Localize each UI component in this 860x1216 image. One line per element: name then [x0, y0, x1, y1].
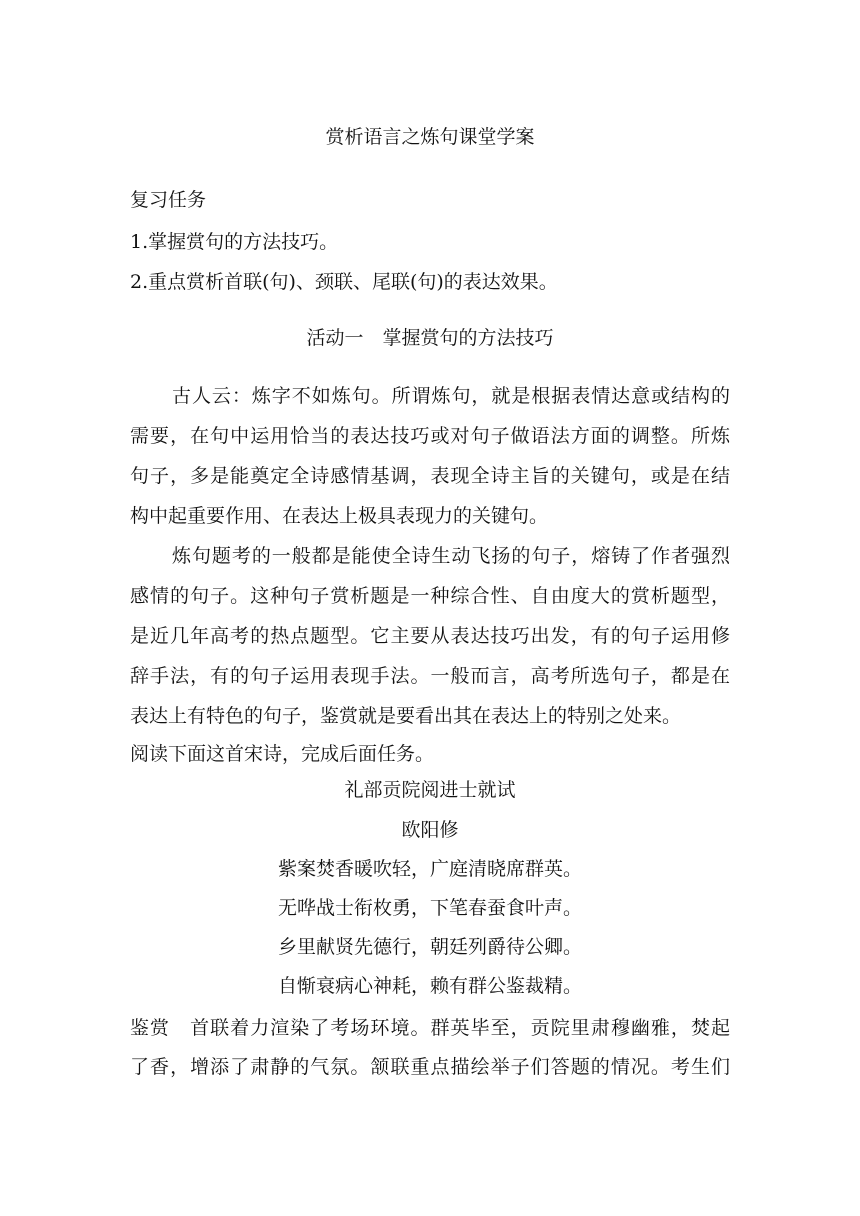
paragraph-line: 构中起重要作用、在表达上极具表现力的关键句。: [130, 505, 549, 527]
paragraph-line: 古人云：炼字不如炼句。所谓炼句，就是根据表情达意或结构的: [172, 385, 730, 407]
paragraph-line: 炼句题考的一般都是能使全诗生动飞扬的句子，熔铸了作者强烈: [172, 545, 730, 567]
paragraph-line: 需要，在句中运用恰当的表达技巧或对句子做语法方面的调整。所炼: [130, 425, 730, 447]
paragraph-line: 辞手法，有的句子运用表现手法。一般而言，高考所选句子，都是在: [130, 665, 730, 687]
document-title: 赏析语言之炼句课堂学案: [325, 126, 535, 148]
activity-heading: 活动一 掌握赏句的方法技巧: [306, 327, 554, 349]
paragraph-line: 句子，多是能奠定全诗感情基调，表现全诗主旨的关键句，或是在结: [130, 465, 730, 487]
poem-author: 欧阳修: [401, 819, 459, 841]
paragraph-line: 表达上有特色的句子，鉴赏就是要看出其在表达上的特别之处来。: [130, 705, 682, 727]
poem-line: 紫案焚香暖吹轻，广庭清晓席群英。: [277, 858, 582, 880]
paragraph-line: 是近几年高考的热点题型。它主要从表达技巧出发，有的句子运用修: [130, 625, 730, 647]
appreciation-line: 了香，增添了肃静的气氛。颔联重点描绘举子们答题的情况。考生们: [130, 1056, 730, 1078]
paragraph-line: 感情的句子。这种句子赏析题是一种综合性、自由度大的赏析题型，: [130, 585, 730, 607]
review-heading: 复习任务: [130, 189, 207, 211]
poem-line: 无哗战士衔枚勇，下笔春蚕食叶声。: [277, 897, 582, 919]
poem-title: 礼部贡院阅进士就试: [344, 779, 516, 801]
review-item-2: 2.重点赏析首联(句)、颈联、尾联(句)的表达效果。: [130, 271, 558, 293]
review-item-1: 1.掌握赏句的方法技巧。: [130, 231, 339, 253]
poem-line: 乡里献贤先德行，朝廷列爵待公卿。: [277, 936, 582, 958]
poem-line: 自惭衰病心神耗，赖有群公鉴裁精。: [277, 975, 582, 997]
reading-instruction: 阅读下面这首宋诗，完成后面任务。: [130, 743, 435, 765]
appreciation-line: 鉴赏 首联着力渲染了考场环境。群英毕至，贡院里肃穆幽雅，焚起: [130, 1017, 730, 1039]
